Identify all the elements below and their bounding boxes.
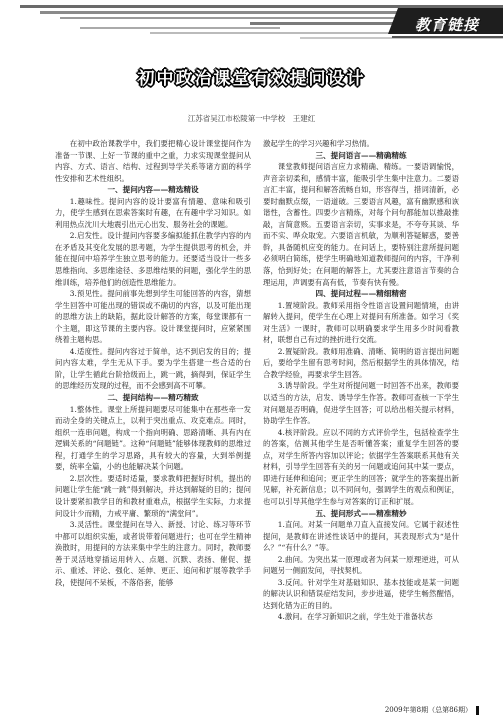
paragraph: 2.曲问。为突出某一原理或者为问某一原理逆进，可从问题另一侧面发问，寻找契机。 (263, 554, 459, 576)
section-heading: 五、提问形式——精准精妙 (315, 508, 407, 518)
paragraph: 1.趣味性。提问内容的设计要富有情趣、意味和吸引力，使学生感到在思索答案时有趣，在有趣中学习知识。如利用热点沈川大地震引出元心出发、服务社会的课题。 (55, 196, 251, 229)
right-column (263, 138, 459, 623)
paragraph: 4.核评阶段。应以不同的方式评价学生，包括检查学生的答案，估测其他学生是否听懂答案；重复学生回答的要点，对学生所答内容加以评论；依据学生答案联系其他有关材料，引导学生回答有关的另一问题或追问其中某一要点，即进行延伸和追问；更正学生的回答；就学生的答案提出新见解，补充新信息；以不同问句，强调学生的观点和例证，也可以引导其他学生参与对答案的订正和扩展。 (263, 427, 459, 506)
section-heading: 二、提问结构——精巧精致 (107, 393, 199, 403)
footer-marker (476, 706, 479, 715)
paragraph: 1.整体性。课堂上所提问题要尽可能集中在那些牵一发而动全身的关键点上，以利于突出重点、攻克难点。同时，组织一连串问题，构成一个指向明确、思路清晰、具有内在逻辑关系的“问题链”。这种“问题链”能够体现教师的思维过程，打通学生的学习思路，具有较大的容量，大到举例提要，统率全篇，小的也能解决某个问题。 (55, 404, 251, 472)
paragraph: 激起学生的学习兴趣和学习热情。 (263, 139, 374, 148)
page-footer (385, 705, 479, 715)
paragraph: 3.诱导阶段。学生对所提问题一时回答不出来，教师要以适当的方法，启发、诱导学生作答。教师可查核一下学生对问题是否明确，促进学生回答；可以给出相关提示材料，协助学生作答。 (263, 381, 459, 426)
article-author: 江苏省吴江市松陵第一中学校 王建红 (187, 114, 316, 123)
paragraph: 3.反问。针对学生对基础知识、基本技能或是某一问题的解决认识和错误症结发问，步步进逼，使学生畅然醒悟，达到化错为正的目的。 (263, 577, 459, 610)
section-heading: 一、提问内容——精选精设 (107, 185, 199, 195)
paragraph: 1.直问。对某一问题单刀直入直接发问。它属于叙述性提问，是教师在讲述性谈话中的提问，其表现形式为“是什么？”“有什么？”等。 (263, 520, 459, 553)
paragraph: 1.置境阶段。教师采用指令性语言设置问题情境，由讲解转入提问，使学生在心理上对提问有所准备。如学习《奖对生活》一课时，教师可以明确要求学生用多少时间看教材，联想自己有过的挫折进行交流。 (263, 300, 459, 345)
paragraph: 2.层次性。要适时适量，要求教师把握好时机，提出的问题让学生能“跳一跳”得到解决，并达到解疑的目的；提问设计要紧扣教学目的和教材重难点，根据学生实际，力求提问设计少而精，力戒平庸、繁琐的“满堂问”。 (55, 473, 251, 518)
issue-info: 2009年第8期（总第86期） (384, 706, 472, 714)
paragraph: 2.置疑阶段。教师用准确、清晰、简明的语言提出问题后，要给学生留有思考时间，然后根据学生的具体情况，结合教学经验，再要求学生回答。 (263, 346, 459, 379)
paragraph: 2.启发性。设计提问内容要多编拟能抓住教学内容的内在矛盾及其变化发展的思考题，为学生提供思考的机会，并能在提问中培养学生独立思考的能力。还要适当设计一些多思维指向、多思维途径、多思维结果的问题，强化学生的思维训练，培养他们的创造性思维能力。 (55, 231, 251, 287)
paragraph: 4.激问。在学习新知识之前，学生处于准备状态 (277, 612, 433, 622)
paragraph: 4.适度性。提问内容过于简单，达不到启发的目的；提问内容太难，学生无从下手。要为学生搭建一些合适的台阶，让学生循此台阶拾级而上，跳一跳，摘得到，保证学生的思维经历发现的过程，而不会感到高不可攀。 (55, 346, 251, 391)
section-heading: 三、提问语言——精确精练 (315, 150, 407, 160)
section-heading: 四、提问过程——精细精密 (315, 289, 407, 299)
paragraph: 3.预见性。提问前事先想到学生可能回答的内容，猜想学生回答中可能出现的错误或不确切的内容，以及可能出现的思维方法上的缺陷，据此设计解答的方案，每堂课都有一个主题，即这节课的主要内容。设计课堂提问时，应紧紧围绕着主题构思。 (55, 289, 251, 345)
paragraph: 3.灵活性。课堂提问在导入、新授、讨论、练习等环节中都可以组织实施，或者说带着问题进行；也可在学生精神涣散时，用提问的方法来集中学生的注意力。同时，教师要善于灵活地穿插运用转入、点题、沉默、表扬、催促、提示、重述、评论、强化、延伸、更正、追问和扩展等教学手段，使提问不呆板，不落俗套，能够 (55, 520, 251, 587)
article-title: 初中政治课堂有效提问设计 (137, 69, 366, 89)
column-label: 教育链接 (414, 16, 479, 34)
paragraph: 课堂教师提问语言应力求精确、精练。一要语调愉悦，声音亲切柔和，感情丰富，能吸引学生集中注意力。二要语言汇丰富，提问和解答流畅自如，形容得当，措词清新，必要时幽默点缀，一语道破。三要语言风趣，富有幽默感和诙谐性，含蓄性。四要少言精炼，对每个问句都能加以推敲推敲，言简意赅。五要语言亲切，实事求是，不夸夸其谈、华而不实、哗众取宠。六要语言机敏，为顺利答疑解惑，要善幹，具备随机应变的能力。在问话上，要特别注意所提问题必须明白简练，使学生明确地知道教师提问的内容，干净利落，恰到好处；在问题的解答上，尤其要注意语言节奏的合理运用，声调要有高有低，节奏有快有慢。 (263, 162, 459, 287)
left-column (55, 138, 251, 588)
paragraph: 在初中政治课教学中，我们要把精心设计课堂提问作为准备一节课、上好一节课的重中之重，力求实现课堂提问从内容、方式、语言、结构、过程到导学关系等诸方面的科学性安排和艺术性组织。 (55, 139, 251, 183)
